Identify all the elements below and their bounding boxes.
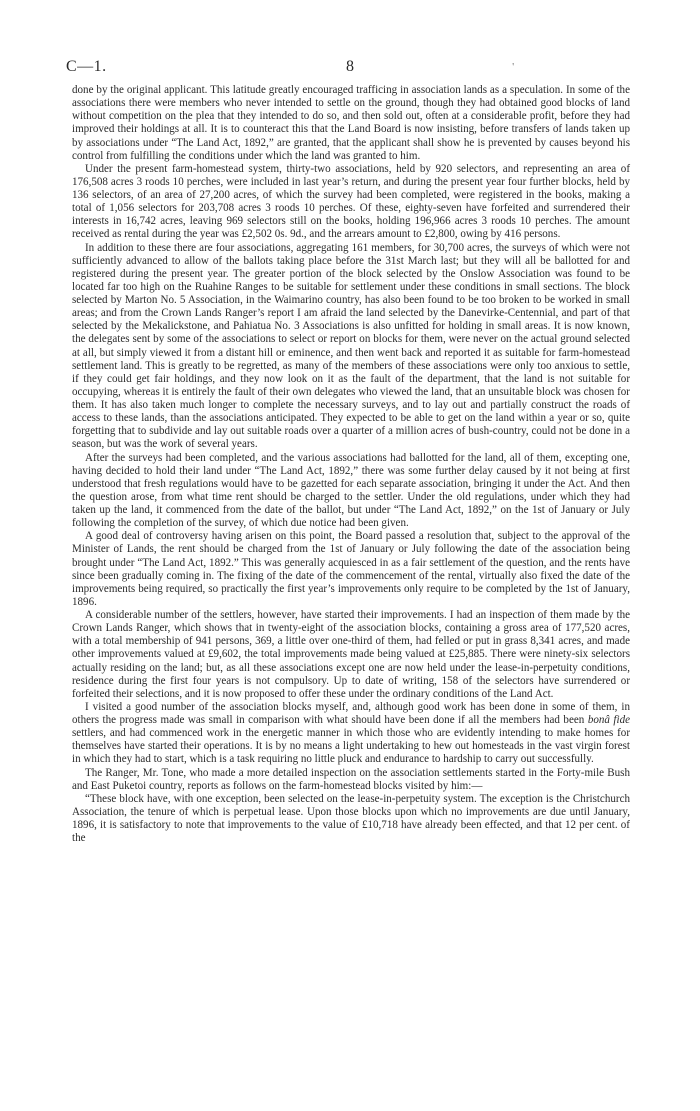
paragraph-text: I visited a good number of the association blocks myself, and, although good work has been done in some of them, in others the progress made was small in comparison with what should have been done if all the members had been <box>72 700 630 726</box>
print-mark: ' <box>512 62 514 73</box>
paragraph-text: done by the original applicant. This latitude greatly encouraged trafficing in association lands as a speculation. In some of the associations there were members who never intended to settle on the ground, though they had obtained good blocks of land without competition on the plea that they intended to do so, and then sold out, often at a considerable profit, before they had improved their holdings at all. It is to counteract this that the Land Board is now insisting, before transfers of lands taken up by associations under “The Land Act, 1892,” are granted, that the applicant shall show he is prevented by causes beyond his control from fulfilling the conditions under which the land was granted to him. <box>72 84 630 162</box>
page-number: 8 <box>346 58 354 75</box>
paragraph-text: After the surveys had been completed, and the various associations had ballotted for the land, all of them, excepting one, having decided to hold their land under “The Land Act, 1892,” there was some further delay caused by it not being at first understood that fresh regulations would have to be gazetted for each separate association, bringing it under the Act. And then the question arose, from what time rent should be charged to the settler. Under the old regulations, under which they had taken up the land, it commenced from the date of the ballot, but under “The Land Act, 1892,” on the 1st of January or July following the completion of the survey, of which due notice had been given. <box>72 451 630 530</box>
paragraph <box>72 701 630 767</box>
paragraph-text: The Ranger, Mr. Tone, who made a more detailed inspection on the association settlements started in the Forty-mile Bush and East Puketoi country, reports as follows on the farm-homestead blocks visited by him:— <box>72 766 630 792</box>
paragraph-text: A considerable number of the settlers, however, have started their improvements. I had an inspection of them made by the Crown Lands Ranger, which shows that in twenty-eight of the association blocks, containing a gross area of 177,520 acres, with a total membership of 941 persons, 369, a little over one-third of them, had felled or put in grass 8,341 acres, and made other improvements valued at £9,602, the total improvements made being valued at £25,885. There were ninety-six selectors actually residing on the land; but, as all these associations except one are now held under the lease-in-perpetuity conditions, residence during the first four years is not compulsory. Up to date of writing, 158 of the selectors have surrendered or forfeited their selections, and it is now proposed to offer these under the ordinary conditions of the Land Act. <box>72 609 630 700</box>
paragraph-text: settlers, and had commenced work in the energetic manner in which those who are evidently intending to make homes for themselves have started their operations. It is by no means a light undertaking to hew out homesteads in the vast virgin forest in which they had to start, which is a task requiring no little pluck and endurance to hardship to carry out successfully. <box>72 727 630 766</box>
paragraph <box>72 767 630 793</box>
paragraph <box>72 609 630 701</box>
paragraph-text: In addition to these there are four associations, aggregating 161 members, for 30,700 acres, the surveys of which were not sufficiently advanced to allow of the ballots taking place before the 31st March last; but they will all be ballotted for and registered during the present year. The greater portion of the block selected by the Onslow Association was found to be located far too high on the Ruahine Ranges to be suitable for settlement under these conditions in small sections. The block selected by Marton No. 5 Association, in the Waimarino country, has also been found to be too broken to be worked in small areas; and from the Crown Lands Ranger’s report I am afraid the land selected by the Danevirke-Centennial, and part of that selected by the Mekalickstone, and Pahiatua No. 3 Associations is also unfitted for holding in small areas. It is now known, the delegates sent by some of the associations to select or report on blocks for them, were never on the actual ground selected at all, but simply viewed it from a distant hill or eminence, and then went back and reported it as suitable for farm-homestead settlement land. This is greatly to be regretted, as many of the members of these associations were only too anxious to settle, if they could get fair holdings, and they now look on it as the fault of the department, that the land is not suitable for occupying, whereas it is entirely the fault of their own delegates who viewed the land, that an unsuitable block was chosen for them. It has also taken much longer to complete the necessary surveys, and to lay out and partially construct the roads of access to these lands, than the associations anticipated. They expected to be able to get on the land within a year or so, quite forgetting that to subdivide and lay out suitable roads over a quarter of a million acres of bush-country, could not be done in a season, but was the work of several years. <box>72 241 630 451</box>
paragraph <box>72 793 630 846</box>
paragraph <box>72 530 630 609</box>
paragraph <box>72 452 630 531</box>
report-code: C—1. <box>66 58 107 75</box>
paragraph <box>72 163 630 242</box>
paragraph-text: A good deal of controversy having arisen on this point, the Board passed a resolution that, subject to the approval of the Minister of Lands, the rent should be charged from the 1st of January or July following the date of the association being brought under “The Land Act, 1892.” This was generally acquiesced in as a fair settlement of the question, and the rents have since been gradually coming in. The fixing of the date of the commencement of the rental, virtually also fixed the date of the improvements being required, so practically the first year’s improvements only require to be completed by the 1st of January, 1896. <box>72 530 630 608</box>
paragraph <box>72 242 630 452</box>
paragraph-text: “These block have, with one exception, been selected on the lease-in-perpetuity system. The exception is the Christchurch Association, the tenure of which is perpetual lease. Upon those blocks upon which no improvements are due until January, 1896, it is satisfactory to note that improvements to the value of £10,718 have already been effected, and that 12 per cent. of the <box>72 792 630 845</box>
paragraph-text: Under the present farm-homestead system, thirty-two associations, held by 920 selectors, and representing an area of 176,508 acres 3 roods 10 perches, were included in last year’s return, and during the present year four further blocks, held by 136 selectors, of an area of 27,200 acres, of which the survey had been completed, were registered in the books, making a total of 1,056 selectors for 203,708 acres 3 roods 10 perches. Of these, eighty-seven have forfeited and surrendered their interests in 16,742 acres, leaving 969 selectors still on the books, holding 196,966 acres 3 roods 10 perches. The amount received as rental during the year was £2,502 0s. 9d., and the arrears amount to £2,800, owing by 416 persons. <box>72 162 630 241</box>
page-header <box>66 58 634 80</box>
paragraph <box>72 84 630 163</box>
italic-text: bonâ fide <box>587 714 630 726</box>
body-text <box>72 84 630 845</box>
